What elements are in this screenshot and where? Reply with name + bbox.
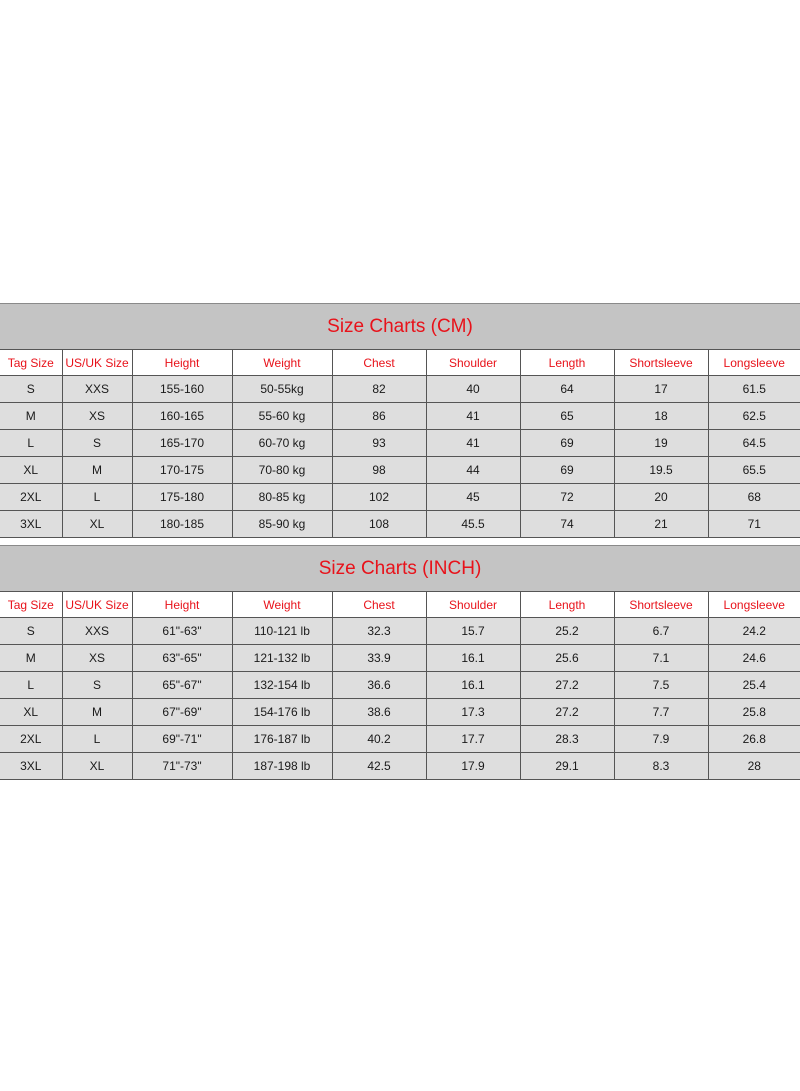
table-cell: 7.9 [614,726,708,753]
column-header: Shortsleeve [614,350,708,376]
table-row [0,511,800,538]
table-cell: 6.7 [614,618,708,645]
table-cell: L [62,726,132,753]
table-cell: 38.6 [332,699,426,726]
table-cell: 45 [426,484,520,511]
table-row [0,672,800,699]
table-cell: S [62,672,132,699]
table-cell: 154-176 lb [232,699,332,726]
size-chart-inch [0,545,800,780]
table-cell: 70-80 kg [232,457,332,484]
table-cell: 50-55kg [232,376,332,403]
table-cell: 21 [614,511,708,538]
table-cell: 3XL [0,753,62,780]
table-cell: M [62,457,132,484]
table-cell: 7.1 [614,645,708,672]
table-cell: 7.5 [614,672,708,699]
column-header: Shoulder [426,592,520,618]
table-cell: XL [0,457,62,484]
table-cell: 41 [426,403,520,430]
table-cell: 15.7 [426,618,520,645]
table-cell: M [62,699,132,726]
table-cell: 25.8 [708,699,800,726]
table-cell: 64 [520,376,614,403]
table-cell: 29.1 [520,753,614,780]
size-table [0,591,800,780]
table-cell: 69 [520,430,614,457]
table-cell: 26.8 [708,726,800,753]
table-cell: XXS [62,618,132,645]
table-cell: 65"-67" [132,672,232,699]
table-cell: S [0,376,62,403]
table-cell: L [0,672,62,699]
column-header: US/UK Size [62,350,132,376]
table-cell: 25.4 [708,672,800,699]
chart-title: Size Charts (INCH) [0,545,800,591]
column-header: Longsleeve [708,592,800,618]
table-cell: 8.3 [614,753,708,780]
table-row [0,376,800,403]
table-cell: 176-187 lb [232,726,332,753]
table-cell: 17 [614,376,708,403]
chart-title: Size Charts (CM) [0,303,800,349]
table-cell: 68 [708,484,800,511]
table-cell: XL [62,511,132,538]
table-cell: 71 [708,511,800,538]
table-cell: 72 [520,484,614,511]
table-row [0,484,800,511]
table-cell: 61.5 [708,376,800,403]
table-cell: M [0,403,62,430]
table-cell: 19.5 [614,457,708,484]
table-cell: 80-85 kg [232,484,332,511]
table-cell: 16.1 [426,645,520,672]
table-cell: XS [62,645,132,672]
table-cell: 18 [614,403,708,430]
column-header: Shoulder [426,350,520,376]
table-cell: 20 [614,484,708,511]
table-cell: 155-160 [132,376,232,403]
column-header: Height [132,592,232,618]
table-cell: 85-90 kg [232,511,332,538]
table-cell: 19 [614,430,708,457]
column-header: Height [132,350,232,376]
table-cell: 98 [332,457,426,484]
table-cell: 24.6 [708,645,800,672]
size-table [0,349,800,538]
table-cell: 110-121 lb [232,618,332,645]
table-cell: 63"-65" [132,645,232,672]
table-cell: 65.5 [708,457,800,484]
table-cell: 60-70 kg [232,430,332,457]
table-cell: 61"-63" [132,618,232,645]
table-cell: 86 [332,403,426,430]
table-cell: 69 [520,457,614,484]
table-cell: 74 [520,511,614,538]
table-cell: 40.2 [332,726,426,753]
table-cell: 64.5 [708,430,800,457]
table-cell: 160-165 [132,403,232,430]
table-cell: 69"-71" [132,726,232,753]
table-cell: 165-170 [132,430,232,457]
table-cell: 2XL [0,726,62,753]
table-cell: 55-60 kg [232,403,332,430]
table-cell: 65 [520,403,614,430]
table-cell: 45.5 [426,511,520,538]
header-row [0,350,800,376]
table-cell: 17.7 [426,726,520,753]
column-header: Weight [232,592,332,618]
table-cell: 175-180 [132,484,232,511]
column-header: Chest [332,350,426,376]
table-row [0,618,800,645]
table-cell: M [0,645,62,672]
column-header: Shortsleeve [614,592,708,618]
table-cell: 17.3 [426,699,520,726]
table-cell: XS [62,403,132,430]
table-cell: L [0,430,62,457]
table-cell: XL [62,753,132,780]
table-cell: 180-185 [132,511,232,538]
table-cell: 132-154 lb [232,672,332,699]
table-cell: 40 [426,376,520,403]
table-row [0,403,800,430]
size-chart-cm [0,303,800,538]
column-header: Longsleeve [708,350,800,376]
column-header: Weight [232,350,332,376]
table-cell: 33.9 [332,645,426,672]
table-cell: 24.2 [708,618,800,645]
table-row [0,726,800,753]
table-cell: 28.3 [520,726,614,753]
table-cell: 32.3 [332,618,426,645]
table-row [0,753,800,780]
table-cell: 7.7 [614,699,708,726]
column-header: US/UK Size [62,592,132,618]
column-header: Tag Size [0,350,62,376]
table-row [0,645,800,672]
table-cell: XL [0,699,62,726]
table-cell: S [0,618,62,645]
column-header: Tag Size [0,592,62,618]
table-cell: 28 [708,753,800,780]
header-row [0,592,800,618]
table-cell: 2XL [0,484,62,511]
table-cell: 27.2 [520,699,614,726]
table-cell: L [62,484,132,511]
table-cell: 44 [426,457,520,484]
table-cell: 3XL [0,511,62,538]
table-cell: 71"-73" [132,753,232,780]
table-cell: S [62,430,132,457]
column-header: Chest [332,592,426,618]
table-cell: 16.1 [426,672,520,699]
table-cell: XXS [62,376,132,403]
table-row [0,457,800,484]
column-header: Length [520,592,614,618]
table-cell: 62.5 [708,403,800,430]
table-cell: 187-198 lb [232,753,332,780]
table-cell: 42.5 [332,753,426,780]
table-cell: 36.6 [332,672,426,699]
table-row [0,699,800,726]
table-cell: 25.6 [520,645,614,672]
table-cell: 93 [332,430,426,457]
column-header: Length [520,350,614,376]
table-cell: 108 [332,511,426,538]
table-cell: 41 [426,430,520,457]
table-cell: 170-175 [132,457,232,484]
table-cell: 102 [332,484,426,511]
table-cell: 121-132 lb [232,645,332,672]
table-cell: 67"-69" [132,699,232,726]
table-cell: 17.9 [426,753,520,780]
table-row [0,430,800,457]
table-cell: 27.2 [520,672,614,699]
table-cell: 82 [332,376,426,403]
table-cell: 25.2 [520,618,614,645]
